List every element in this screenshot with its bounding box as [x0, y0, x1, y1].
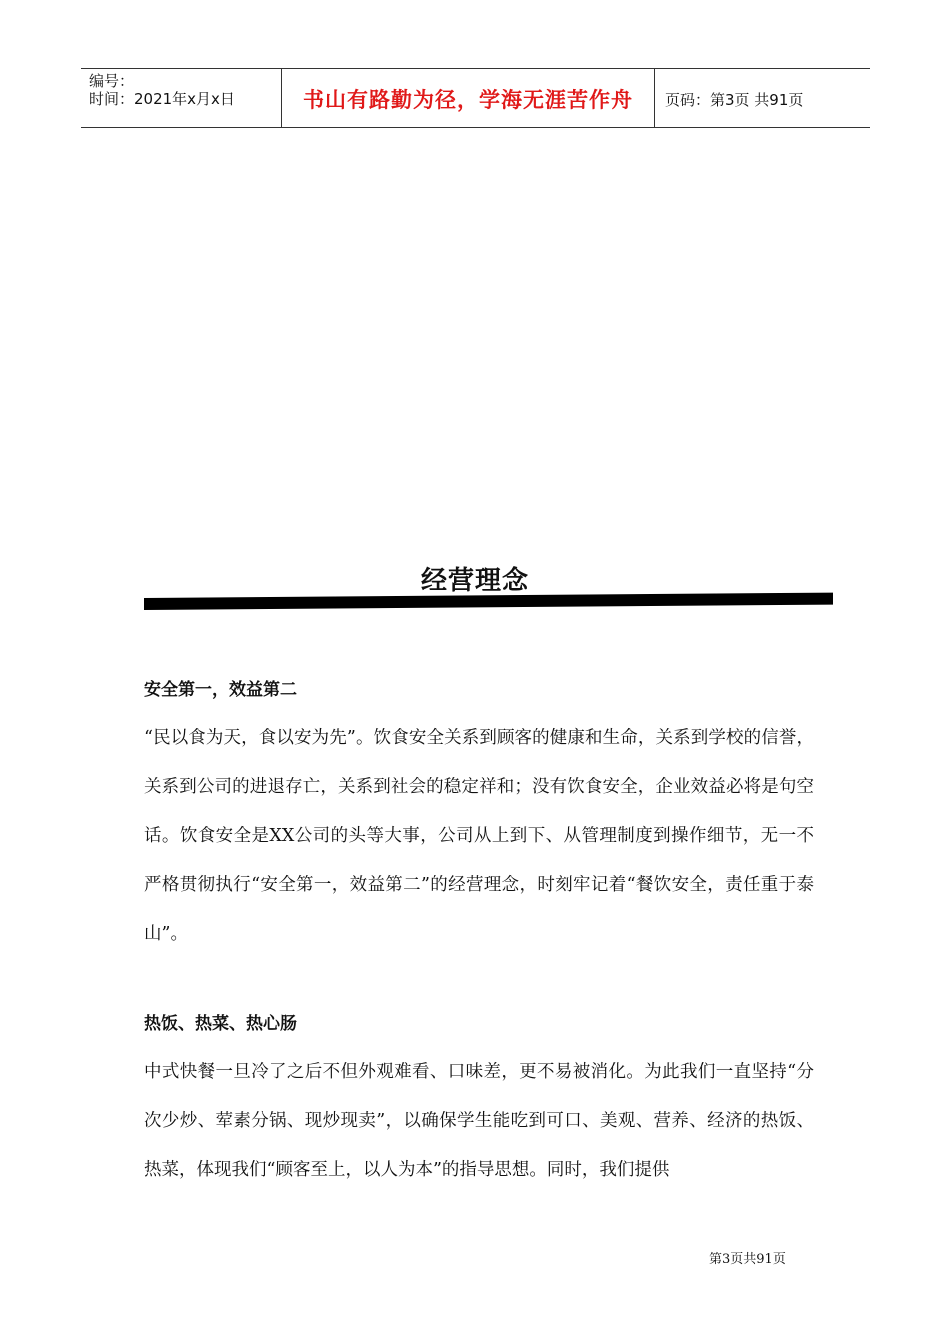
section-heading: 安全第一，效益第二	[144, 680, 297, 700]
section-body: 中式快餐一旦冷了之后不但外观难看、口味差，更不易被消化。为此我们一直坚持“分次少炒、荤素分锅、现炒现卖”，以确保学生能吃到可口、美观、营养、经济的热饭、热菜，体现我们“顾客至上，以人为本”的指导思想。同时，我们提供	[144, 1062, 814, 1180]
page-header	[81, 68, 870, 128]
section-hot-meals	[144, 1012, 814, 1195]
page-footer-number: 第3页共91页	[709, 1252, 786, 1267]
header-motto: 书山有路勤为径，学海无涯苦作舟	[282, 69, 655, 127]
section-heading: 热饭、热菜、热心肠	[144, 1014, 297, 1034]
section-body: “民以食为天，食以安为先”。饮食安全关系到顾客的健康和生命，关系到学校的信誉，关系到公司的进退存亡，关系到社会的稳定祥和；没有饮食安全，企业效益必将是句空话。饮食安全是XX公司的头等大事，公司从上到下、从管理制度到操作细节，无一不严格贯彻执行“安全第一，效益第二”的经营理念，时刻牢记着“餐饮安全，责任重于泰山”。	[144, 728, 814, 944]
page-title: 经营理念	[420, 566, 529, 596]
section-safety-first	[144, 678, 814, 959]
header-meta	[81, 69, 282, 127]
header-page-info: 页码：第3页 共91页	[665, 90, 804, 109]
document-date: 时间：2021年x月x日	[89, 90, 235, 108]
document-number-label: 编号：	[89, 72, 135, 90]
